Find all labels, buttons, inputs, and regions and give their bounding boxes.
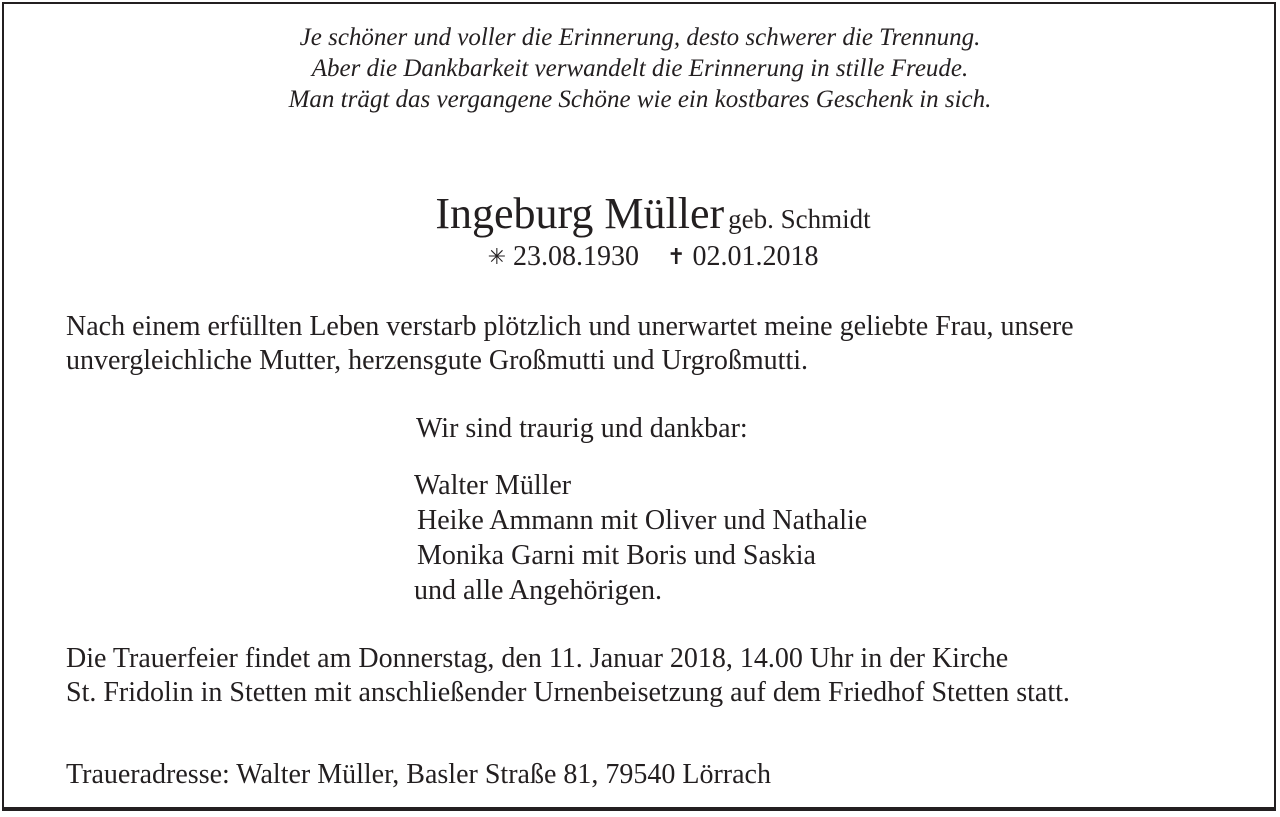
maiden-name: geb. Schmidt bbox=[728, 204, 871, 234]
quote-line: Je schöner und voller die Erinnerung, desto schwerer die Trennung. bbox=[299, 24, 981, 51]
quote-line: Aber die Dankbarkeit verwandelt die Erinnerung in stille Freude. bbox=[311, 55, 969, 82]
intro-paragraph bbox=[66, 310, 1074, 378]
funeral-service-paragraph bbox=[66, 642, 1070, 710]
mourner-entry: Heike Ammann mit Oliver und Nathalie bbox=[417, 505, 868, 536]
intro-line: Nach einem erfüllten Leben verstarb plötzlich und unerwartet meine geliebte Frau, unsere bbox=[66, 311, 1074, 342]
deceased-name: Ingeburg Müller bbox=[435, 189, 725, 238]
death-cross-icon: ✝ bbox=[667, 244, 686, 269]
mourner-entry: Monika Garni mit Boris und Saskia bbox=[417, 540, 816, 571]
service-line: Die Trauerfeier findet am Donnerstag, den 11. Januar 2018, 14.00 Uhr in der Kirche bbox=[66, 643, 1009, 674]
mourner-entry: Walter Müller bbox=[414, 470, 572, 501]
mourner-entry: und alle Angehörigen. bbox=[414, 575, 663, 606]
intro-line: unvergleichliche Mutter, herzensgute Großmutti und Urgroßmutti. bbox=[66, 345, 809, 376]
death-date: 02.01.2018 bbox=[692, 241, 819, 272]
mourners-heading: Wir sind traurig und dankbar: bbox=[416, 413, 748, 444]
birth-date: 23.08.1930 bbox=[513, 241, 639, 272]
mourning-address: Traueradresse: Walter Müller, Basler Straße 81, 79540 Lörrach bbox=[66, 759, 771, 790]
birth-star-icon: ✳ bbox=[487, 244, 506, 269]
deceased-heading bbox=[0, 188, 1280, 245]
service-line: St. Fridolin in Stetten mit anschließender Urnenbeisetzung auf dem Friedhof Stetten statt. bbox=[66, 677, 1070, 708]
quote-line: Man trägt das vergangene Schöne wie ein kostbares Geschenk in sich. bbox=[288, 86, 992, 113]
life-dates bbox=[0, 240, 1280, 275]
memorial-quote bbox=[0, 22, 1280, 115]
mourners-list bbox=[414, 468, 867, 608]
